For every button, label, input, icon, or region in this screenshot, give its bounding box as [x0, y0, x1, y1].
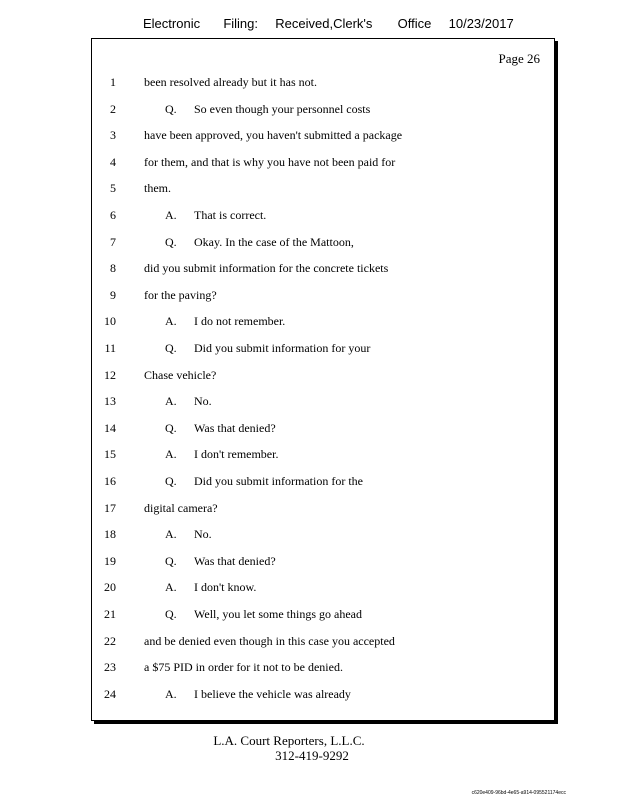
line-number: 21: [104, 607, 116, 621]
line-number: 14: [104, 420, 116, 435]
filing-header: [143, 16, 514, 31]
line-text: been resolved already but it has not.: [144, 75, 317, 89]
transcript-line: [92, 75, 552, 93]
line-text: Was that denied?: [194, 420, 276, 435]
transcript-line: [92, 474, 552, 492]
transcript-line: [92, 394, 552, 412]
transcript-line: [92, 341, 552, 359]
line-number: 17: [104, 500, 116, 515]
transcript-line: [92, 687, 552, 705]
transcript-line: [92, 155, 552, 173]
header-word-electronic: Electronic: [143, 16, 201, 31]
transcript-line: [92, 102, 552, 120]
line-text: Did you submit information for the: [194, 474, 363, 488]
line-text: Okay. In the case of the Mattoon,: [194, 234, 354, 249]
speaker-label: Q.: [165, 341, 177, 355]
transcript-line: [92, 527, 552, 545]
transcript-page: [91, 38, 555, 721]
line-number: 10: [104, 314, 116, 329]
page-number: Page 26: [498, 51, 540, 66]
transcript-line: [92, 261, 552, 279]
transcript-line: [92, 208, 552, 226]
line-text: a $75 PID in order for it not to be denied.: [144, 660, 343, 675]
reporter-phone: [0, 748, 618, 764]
line-number: 4: [110, 154, 116, 169]
line-text: have been approved, you haven't submitted a package: [144, 128, 403, 143]
line-number: 11: [104, 341, 116, 355]
line-text: No.: [194, 527, 212, 542]
speaker-label: A.: [165, 527, 177, 542]
line-number: 2: [110, 101, 116, 116]
transcript-line: [92, 288, 552, 306]
transcript-line: [92, 181, 552, 199]
transcript-line: [92, 447, 552, 465]
line-number: 19: [104, 553, 116, 568]
transcript-line: [92, 128, 552, 146]
line-text: Chase vehicle?: [144, 367, 217, 382]
header-word-filing: Filing:: [223, 16, 259, 31]
phone-number: 312-419-9292: [275, 748, 349, 763]
line-text: digital camera?: [144, 500, 218, 515]
line-text: So even though your personnel costs: [194, 101, 371, 116]
speaker-label: A.: [165, 447, 177, 462]
line-number: 7: [110, 234, 116, 249]
transcript-line: [92, 634, 552, 652]
header-word-received: Received,Clerk's: [275, 16, 373, 31]
line-text: Well, you let some things go ahead: [194, 607, 362, 621]
speaker-label: A.: [165, 208, 177, 222]
line-text: did you submit information for the concrete tickets: [144, 261, 389, 276]
line-text: Was that denied?: [194, 553, 276, 568]
line-number: 18: [104, 527, 116, 542]
line-text: That is correct.: [194, 208, 267, 222]
reporter-company: [0, 733, 618, 749]
line-text: I do not remember.: [194, 314, 286, 329]
line-number: 23: [104, 660, 116, 675]
header-date: 10/23/2017: [448, 16, 514, 31]
transcript-line: [92, 235, 552, 253]
speaker-label: A.: [165, 686, 177, 701]
line-number: 13: [104, 394, 116, 409]
line-number: 16: [104, 474, 116, 488]
line-text: I don't remember.: [194, 447, 279, 462]
speaker-label: A.: [165, 580, 177, 595]
line-text: I don't know.: [194, 580, 257, 595]
line-number: 20: [104, 580, 116, 595]
line-text: for the paving?: [144, 287, 217, 302]
transcript-line: [92, 501, 552, 519]
line-number: 12: [104, 367, 116, 382]
speaker-label: Q.: [165, 553, 177, 568]
transcript-line: [92, 660, 552, 678]
transcript-line: [92, 368, 552, 386]
transcript-line: [92, 314, 552, 332]
line-number: 6: [110, 208, 116, 222]
line-number: 15: [104, 447, 116, 462]
transcript-line: [92, 421, 552, 439]
line-text: I believe the vehicle was already: [194, 686, 351, 701]
line-number: 24: [104, 686, 116, 701]
speaker-label: Q.: [165, 474, 177, 488]
line-text: for them, and that is why you have not been paid for: [144, 154, 396, 169]
line-text: and be denied even though in this case you accepted: [144, 633, 395, 648]
line-number: 1: [110, 75, 116, 89]
line-text: Did you submit information for your: [194, 341, 371, 355]
speaker-label: Q.: [165, 234, 177, 249]
transcript-line: [92, 554, 552, 572]
line-text: them.: [144, 181, 171, 196]
company-name: L.A. Court Reporters, L.L.C.: [213, 733, 365, 748]
line-number: 3: [110, 128, 116, 143]
line-text: No.: [194, 394, 212, 409]
line-number: 9: [110, 287, 116, 302]
header-word-office: Office: [397, 16, 432, 31]
line-number: 22: [104, 633, 116, 648]
speaker-label: A.: [165, 314, 177, 329]
line-number: 8: [110, 261, 116, 276]
line-number: 5: [110, 181, 116, 196]
speaker-label: A.: [165, 394, 177, 409]
speaker-label: Q.: [165, 101, 177, 116]
speaker-label: Q.: [165, 607, 177, 621]
document-hash: c620e409-96bd-4e65-a914-095521174ecc: [471, 790, 566, 796]
speaker-label: Q.: [165, 420, 177, 435]
transcript-line: [92, 580, 552, 598]
transcript-line: [92, 607, 552, 625]
